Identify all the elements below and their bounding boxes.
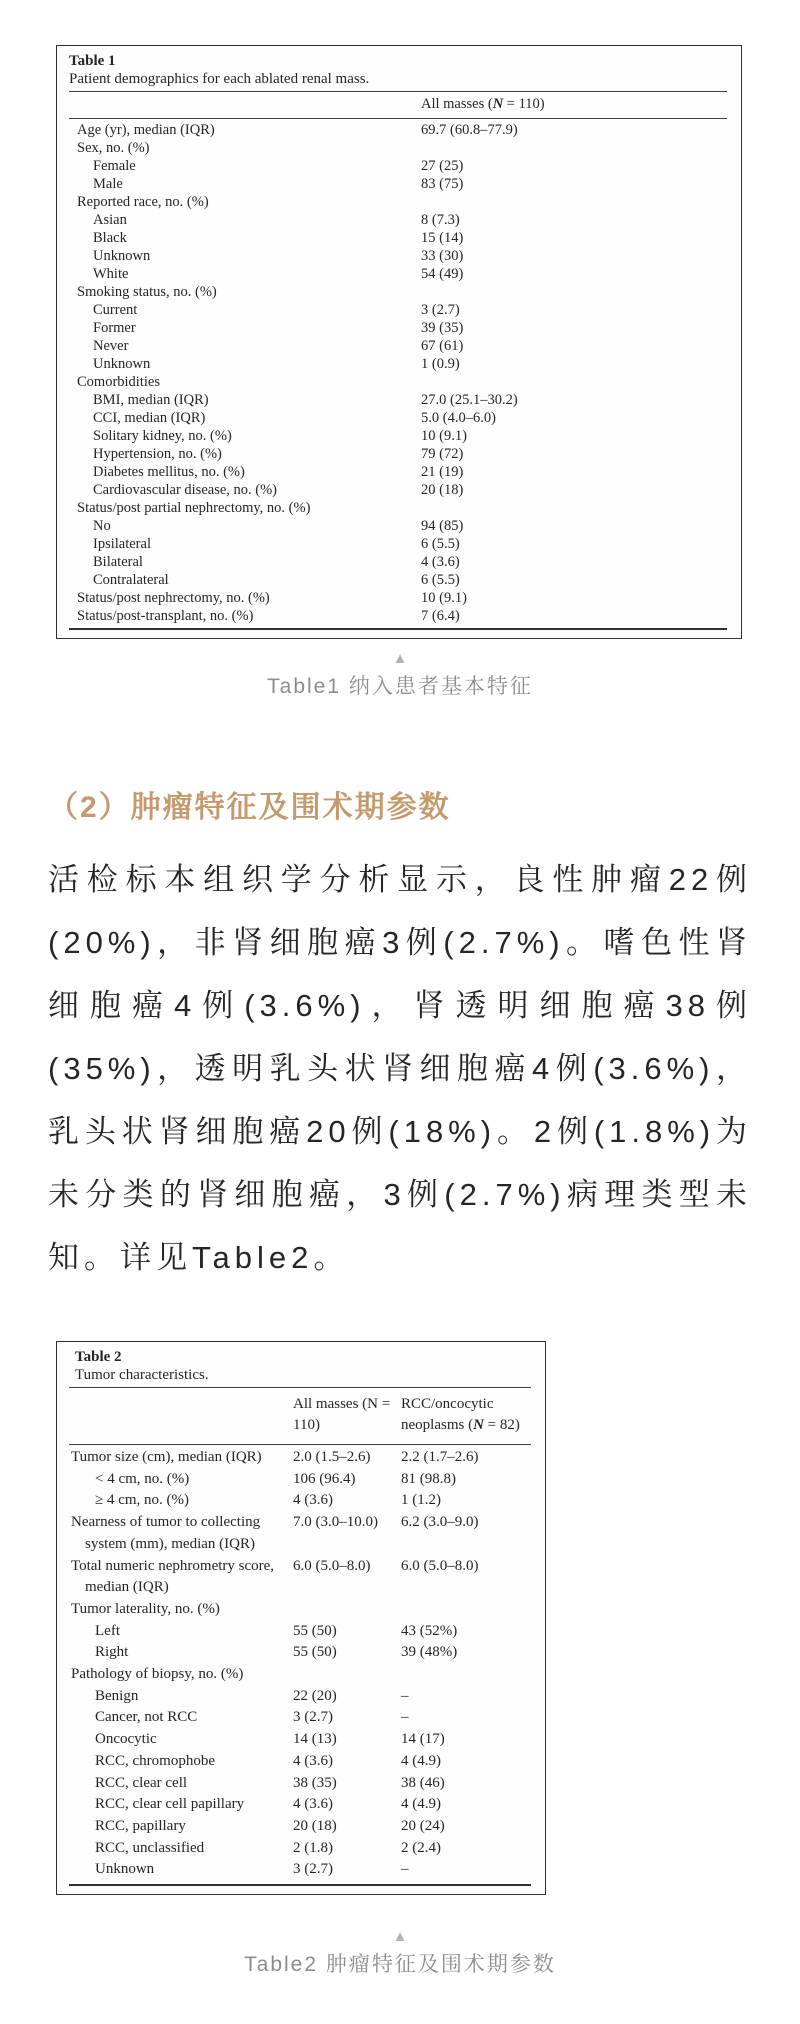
- row-label: Unknown: [95, 1861, 155, 1878]
- row-value: [421, 373, 727, 391]
- row-value-all-masses: 3 (2.7): [293, 1861, 333, 1878]
- row-value-rcc-oncocytic: 81 (98.8): [401, 1470, 456, 1487]
- table-row: [69, 409, 727, 427]
- row-label: Right: [95, 1644, 129, 1661]
- row-value: 39 (35): [421, 320, 464, 336]
- row-value: 10 (9.1): [421, 590, 467, 606]
- table-row: [69, 535, 727, 553]
- table-row: [69, 481, 727, 499]
- row-value: 6 (5.5): [421, 536, 460, 552]
- row-value-all-masses: 4 (3.6): [293, 1492, 333, 1509]
- n-variable: N: [473, 1417, 484, 1433]
- row-label: Tumor size (cm), median (IQR): [71, 1449, 262, 1465]
- row-value-all-masses: 6.0 (5.0–8.0): [293, 1557, 371, 1574]
- table-row: [69, 355, 727, 373]
- table1-body: [69, 119, 727, 625]
- row-value: 27 (25): [421, 158, 464, 174]
- table1-title: Table 1: [69, 53, 116, 69]
- row-value-all-masses: [293, 1664, 401, 1686]
- row-value-rcc-oncocytic: 4 (4.9): [401, 1796, 441, 1813]
- table-row: [69, 301, 727, 319]
- n-variable: N: [492, 96, 504, 112]
- row-label: Status/post-transplant, no. (%): [77, 608, 254, 624]
- row-label: Age (yr), median (IQR): [77, 122, 215, 138]
- row-value-rcc-oncocytic: 43 (52%): [401, 1622, 458, 1639]
- divider: [69, 628, 727, 630]
- row-label: Never: [93, 338, 129, 354]
- divider: [69, 1884, 531, 1886]
- row-value-rcc-oncocytic: [401, 1664, 531, 1686]
- table1-column-header: [421, 94, 727, 114]
- row-value: 94 (85): [421, 518, 464, 534]
- table-row: [69, 229, 727, 247]
- row-value-rcc-oncocytic: [401, 1599, 531, 1621]
- row-label: White: [93, 266, 129, 282]
- table-row: [69, 1707, 531, 1729]
- table-row: [69, 319, 727, 337]
- table-row: [69, 1773, 531, 1795]
- row-value-all-masses: 4 (3.6): [293, 1796, 333, 1813]
- row-label: Cancer, not RCC: [95, 1709, 198, 1726]
- table-row: [69, 589, 727, 607]
- row-value-rcc-oncocytic: 4 (4.9): [401, 1752, 441, 1769]
- row-label: Total numeric nephrometry score, median (IQR): [71, 1557, 275, 1596]
- table-row: [69, 1838, 531, 1860]
- row-value: 5.0 (4.0–6.0): [421, 410, 496, 426]
- table-row: [69, 1686, 531, 1708]
- table-row: [69, 517, 727, 535]
- table-row: [69, 1751, 531, 1773]
- row-label: RCC, clear cell: [95, 1774, 188, 1791]
- table2-column1-header: [293, 1394, 401, 1436]
- table-row: [69, 211, 727, 229]
- row-value: [421, 499, 727, 517]
- column-header-text: = 110): [503, 96, 545, 112]
- table-row: [69, 283, 727, 301]
- row-label: Unknown: [93, 356, 151, 372]
- table-row: [69, 391, 727, 409]
- row-label: Former: [93, 320, 136, 336]
- caption-text: Table1 纳入患者基本特征: [267, 675, 533, 698]
- table1-caption: [0, 651, 800, 700]
- table-row: [69, 1729, 531, 1751]
- section-heading: （2）肿瘤特征及围术期参数: [48, 791, 451, 824]
- column-header-text: [401, 1415, 531, 1436]
- row-value-all-masses: 7.0 (3.0–10.0): [293, 1514, 378, 1531]
- empty-header-cell: [69, 1394, 293, 1436]
- row-value: 10 (9.1): [421, 428, 467, 444]
- row-label: Black: [93, 230, 127, 246]
- table-row: [69, 1447, 531, 1469]
- row-value: 3 (2.7): [421, 302, 460, 318]
- row-value-rcc-oncocytic: –: [401, 1687, 409, 1704]
- row-label: ≥ 4 cm, no. (%): [95, 1492, 190, 1509]
- row-label: Bilateral: [93, 554, 143, 570]
- table1-figure: [56, 45, 742, 639]
- table-row: [69, 1490, 531, 1512]
- table-row: [69, 247, 727, 265]
- row-label: < 4 cm, no. (%): [95, 1470, 190, 1487]
- row-value: 21 (19): [421, 464, 464, 480]
- table-row: [69, 427, 727, 445]
- row-value: 67 (61): [421, 338, 464, 354]
- row-label: RCC, papillary: [95, 1817, 186, 1834]
- row-label: Status/post nephrectomy, no. (%): [77, 590, 270, 606]
- table-row: [69, 499, 727, 517]
- row-label: Male: [93, 176, 123, 192]
- row-value-all-masses: 14 (13): [293, 1731, 337, 1748]
- row-value: 6 (5.5): [421, 572, 460, 588]
- row-value: 8 (7.3): [421, 212, 460, 228]
- caption-arrow-icon: ▲: [392, 650, 408, 667]
- table-row: [69, 157, 727, 175]
- table-row: [69, 121, 727, 139]
- table1-subtitle: Patient demographics for each ablated renal mass.: [69, 71, 370, 87]
- row-label: Sex, no. (%): [77, 140, 150, 156]
- row-value: 54 (49): [421, 266, 464, 282]
- row-value-all-masses: 55 (50): [293, 1644, 337, 1661]
- body-paragraph: 活检标本组织学分析显示，良性肿瘤22例(20%)，非肾细胞癌3例(2.7%)。嗜色性肾细胞癌4例(3.6%)，肾透明细胞癌38例(35%)，透明乳头状肾细胞癌4例(3.6%)，乳头状肾细胞癌20例(18%)。2例(1.8%)为未分类的肾细胞癌，3例(2.7%)病理类型未知。详见Table2。: [48, 862, 752, 1275]
- row-value-all-masses: 4 (3.6): [293, 1752, 333, 1769]
- row-value-all-masses: 2 (1.8): [293, 1839, 333, 1856]
- row-label: Hypertension, no. (%): [93, 446, 222, 462]
- row-value-all-masses: 38 (35): [293, 1774, 337, 1791]
- row-label: BMI, median (IQR): [93, 392, 209, 408]
- column-header-text: 110): [293, 1417, 320, 1433]
- row-label: Pathology of biopsy, no. (%): [71, 1666, 244, 1683]
- column-header-text: All masses (: [421, 96, 493, 112]
- row-value-rcc-oncocytic: 38 (46): [401, 1774, 445, 1791]
- table2-title: Table 2: [75, 1349, 122, 1365]
- table-row: [69, 1794, 531, 1816]
- row-value-rcc-oncocytic: 6.0 (5.0–8.0): [401, 1557, 479, 1574]
- empty-header-cell: [69, 94, 421, 114]
- row-value: 1 (0.9): [421, 356, 460, 372]
- row-label: Nearness of tumor to collecting system (mm), median (IQR): [71, 1514, 261, 1552]
- row-value: [421, 139, 727, 157]
- row-label: Asian: [93, 212, 127, 228]
- row-label: Smoking status, no. (%): [77, 284, 217, 300]
- table2-figure: [56, 1341, 546, 1895]
- row-value: 27.0 (25.1–30.2): [421, 392, 518, 408]
- table2-caption: [0, 1929, 800, 1978]
- row-label: No: [93, 518, 111, 534]
- row-value-all-masses: 20 (18): [293, 1817, 337, 1834]
- row-value: 20 (18): [421, 482, 464, 498]
- row-value-all-masses: 55 (50): [293, 1622, 337, 1639]
- table-row: [69, 193, 727, 211]
- row-label: Benign: [95, 1687, 139, 1704]
- table-row: [69, 1556, 531, 1599]
- row-label: Solitary kidney, no. (%): [93, 428, 232, 444]
- row-label: Unknown: [93, 248, 151, 264]
- row-label: RCC, chromophobe: [95, 1752, 215, 1769]
- row-value: [421, 193, 727, 211]
- table-row: [69, 1859, 531, 1881]
- row-label: CCI, median (IQR): [93, 410, 206, 426]
- table-row: [69, 607, 727, 625]
- row-value: 15 (14): [421, 230, 464, 246]
- caption-text: Table2 肿瘤特征及围术期参数: [244, 1953, 556, 1977]
- row-label: Status/post partial nephrectomy, no. (%): [77, 500, 311, 516]
- row-value-rcc-oncocytic: 1 (1.2): [401, 1492, 441, 1509]
- row-label: RCC, clear cell papillary: [95, 1796, 245, 1813]
- row-label: Cardiovascular disease, no. (%): [93, 482, 278, 498]
- table-row: [69, 1512, 531, 1555]
- table-row: [69, 1664, 531, 1686]
- row-value: 4 (3.6): [421, 554, 460, 570]
- table2-inner: [57, 1342, 545, 1894]
- table-row: [69, 463, 727, 481]
- table-row: [69, 175, 727, 193]
- article-page: [0, 45, 800, 1978]
- table2-subtitle: Tumor characteristics.: [75, 1367, 209, 1383]
- table-row: [69, 1469, 531, 1491]
- row-label: Diabetes mellitus, no. (%): [93, 464, 245, 480]
- caption-arrow-icon: ▲: [392, 1928, 408, 1946]
- row-value-all-masses: 2.0 (1.5–2.6): [293, 1449, 371, 1465]
- table-row: [69, 337, 727, 355]
- table-row: [69, 265, 727, 283]
- row-value: [421, 283, 727, 301]
- table1-inner: [57, 46, 741, 638]
- row-label: Reported race, no. (%): [77, 194, 209, 210]
- column-header-text: RCC/oncocytic: [401, 1396, 494, 1412]
- row-value-all-masses: 106 (96.4): [293, 1470, 356, 1487]
- row-label: Left: [95, 1622, 120, 1639]
- table2-column2-header: [401, 1394, 531, 1436]
- table2-column-header-row: [69, 1388, 531, 1441]
- table1-column-header-row: [69, 92, 727, 115]
- table-row: [69, 553, 727, 571]
- row-value-all-masses: 3 (2.7): [293, 1709, 333, 1726]
- row-value: 69.7 (60.8–77.9): [421, 122, 518, 138]
- row-label: Comorbidities: [77, 374, 160, 390]
- row-value-rcc-oncocytic: 39 (48%): [401, 1644, 458, 1661]
- row-label: Current: [93, 302, 138, 318]
- row-value-all-masses: 22 (20): [293, 1687, 337, 1704]
- table-row: [69, 139, 727, 157]
- table-row: [69, 1816, 531, 1838]
- row-label: Tumor laterality, no. (%): [71, 1600, 220, 1617]
- table-row: [69, 571, 727, 589]
- row-value-rcc-oncocytic: 2 (2.4): [401, 1839, 441, 1856]
- row-value: 79 (72): [421, 446, 464, 462]
- table-row: [69, 1621, 531, 1643]
- row-value: 33 (30): [421, 248, 464, 264]
- row-value-rcc-oncocytic: –: [401, 1709, 409, 1726]
- row-label: Oncocytic: [95, 1731, 157, 1748]
- row-value-rcc-oncocytic: 20 (24): [401, 1817, 445, 1834]
- column-header-text: neoplasms (: [401, 1417, 474, 1433]
- table2-body: [69, 1445, 531, 1881]
- row-value-rcc-oncocytic: 2.2 (1.7–2.6): [401, 1449, 479, 1465]
- row-label: Contralateral: [93, 572, 169, 588]
- column-header-text: All masses (N =: [293, 1396, 391, 1412]
- column-header-text: = 82): [483, 1417, 520, 1433]
- row-value-rcc-oncocytic: 14 (17): [401, 1731, 445, 1748]
- row-value: 7 (6.4): [421, 608, 460, 624]
- row-value: 83 (75): [421, 176, 464, 192]
- row-value-rcc-oncocytic: –: [401, 1861, 409, 1878]
- row-label: Female: [93, 158, 136, 174]
- row-value-all-masses: [293, 1599, 401, 1621]
- table-row: [69, 1642, 531, 1664]
- row-label: RCC, unclassified: [95, 1839, 205, 1856]
- row-value-rcc-oncocytic: 6.2 (3.0–9.0): [401, 1514, 479, 1531]
- table-row: [69, 445, 727, 463]
- table-row: [69, 1599, 531, 1621]
- row-label: Ipsilateral: [93, 536, 151, 552]
- table-row: [69, 373, 727, 391]
